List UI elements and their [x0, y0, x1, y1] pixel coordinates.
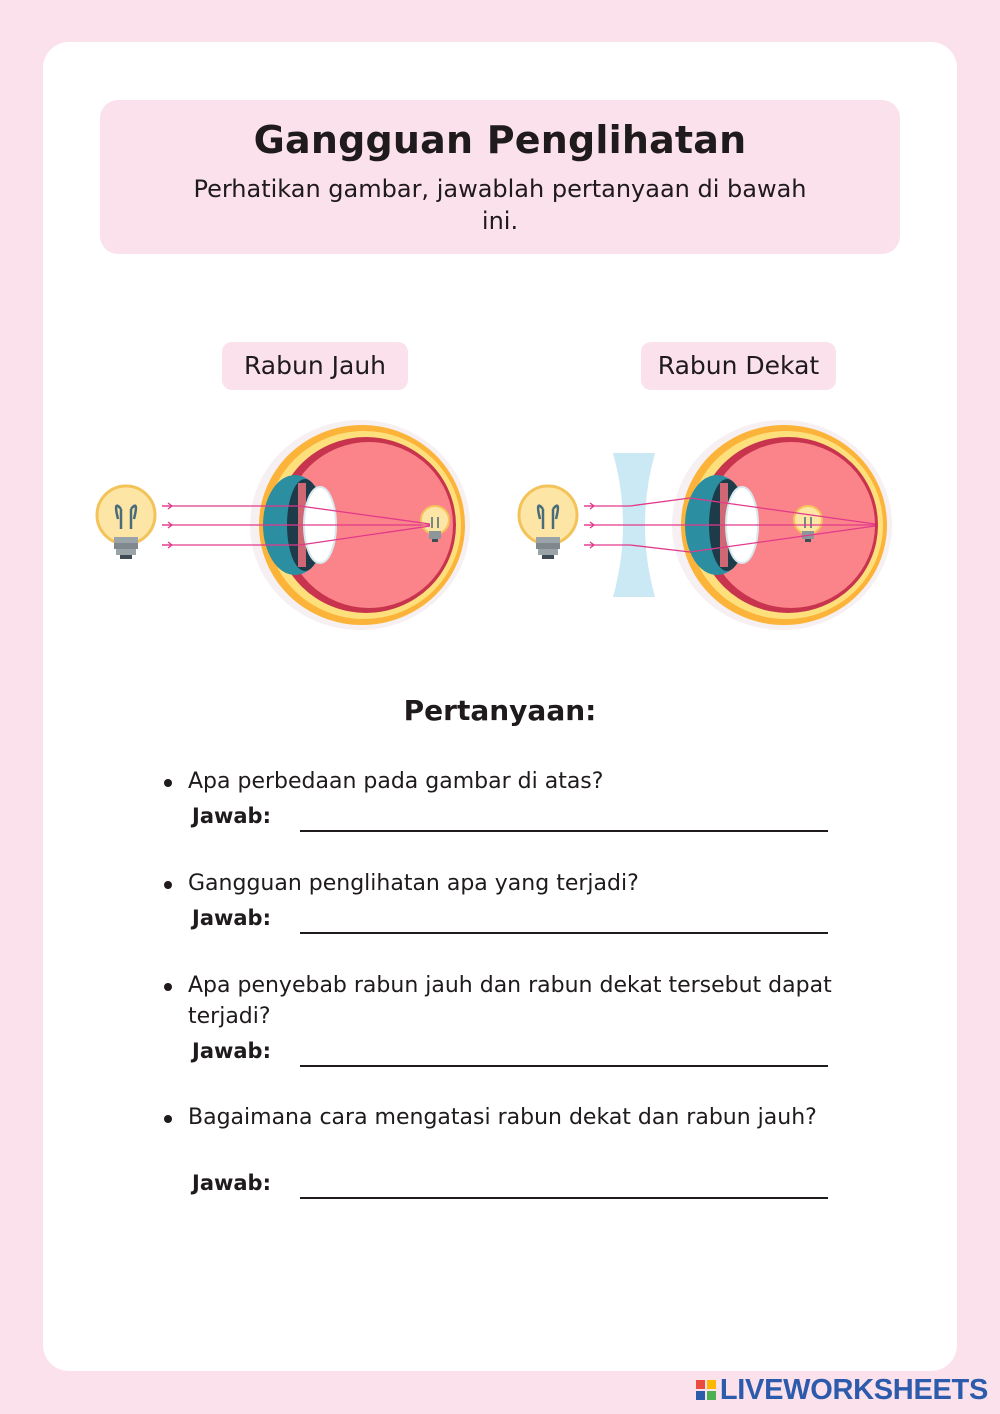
question-text: Apa penyebab rabun jauh dan rabun dekat tersebut dapat terjadi? — [188, 973, 832, 1029]
label-rabun-jauh: Rabun Jauh — [222, 342, 408, 390]
liveworksheets-logo[interactable] — [696, 1374, 988, 1406]
light-bulb-icon — [97, 486, 155, 559]
logo-text: LIVEWORKSHEETS — [719, 1373, 988, 1406]
answer-input-line[interactable] — [300, 932, 828, 934]
answer-label: Jawab: — [192, 1171, 271, 1195]
answer-1[interactable] — [192, 800, 828, 832]
label-rabun-dekat: Rabun Dekat — [641, 342, 836, 390]
question-3 — [188, 970, 838, 1032]
question-2 — [188, 868, 838, 899]
answer-label: Jawab: — [192, 1039, 271, 1063]
questions-heading: Pertanyaan: — [403, 694, 597, 727]
question-text: Bagaimana cara mengatasi rabun dekat dan rabun jauh? — [188, 1105, 817, 1130]
header-box — [100, 100, 900, 254]
question-text: Gangguan penglihatan apa yang terjadi? — [188, 871, 639, 896]
answer-label: Jawab: — [192, 906, 271, 930]
answer-3[interactable] — [192, 1035, 828, 1067]
bullet-icon — [164, 1115, 172, 1123]
bullet-icon — [164, 983, 172, 991]
instruction-text: Perhatikan gambar, jawablah pertanyaan di bawah ini. — [193, 175, 807, 235]
light-bulb-icon — [519, 486, 577, 559]
answer-input-line[interactable] — [300, 1065, 828, 1067]
bullet-icon — [164, 881, 172, 889]
answer-label: Jawab: — [192, 804, 271, 828]
answer-2[interactable] — [192, 902, 828, 934]
question-1 — [188, 766, 838, 797]
bullet-icon — [164, 779, 172, 787]
answer-input-line[interactable] — [300, 830, 828, 832]
question-text: Apa perbedaan pada gambar di atas? — [188, 769, 604, 794]
answer-4[interactable] — [192, 1167, 828, 1199]
logo-grid-icon — [696, 1380, 716, 1400]
question-4 — [188, 1102, 838, 1133]
eye-diagrams — [90, 420, 910, 635]
answer-input-line[interactable] — [300, 1197, 828, 1199]
page-title: Gangguan Penglihatan — [253, 118, 747, 162]
